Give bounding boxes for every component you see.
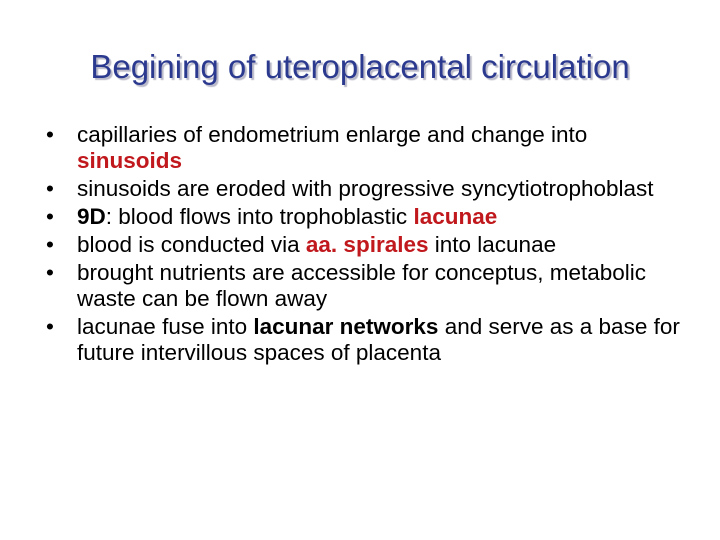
bullet-item (46, 176, 696, 202)
text-segment: lacunae fuse into (77, 314, 254, 339)
highlighted-term: sinusoids (77, 148, 183, 173)
bullet-text (77, 204, 497, 229)
text-segment: brought nutrients are accessible for conceptus, metabolic waste can be flown away (77, 260, 647, 311)
text-segment: and serve as a base for future intervillous spaces of placenta (77, 314, 680, 365)
bullet-list (46, 122, 696, 368)
bold-term: 9D (77, 204, 106, 229)
bullet-icon: • (46, 232, 54, 257)
slide-title: Begining of uteroplacental circulation (90, 48, 630, 85)
text-segment: : blood flows into trophoblastic (105, 204, 414, 229)
bullet-icon: • (46, 260, 54, 285)
bullet-text (77, 232, 556, 257)
highlighted-term: lacunae (413, 204, 498, 229)
highlighted-term: aa. spirales (305, 232, 429, 257)
bullet-item (46, 122, 696, 174)
bullet-item (46, 232, 696, 258)
bullet-text (77, 176, 654, 201)
bullet-item (46, 260, 696, 312)
text-segment: into lacunae (428, 232, 557, 257)
text-segment: capillaries of endometrium enlarge and change into (77, 122, 588, 147)
bold-term: lacunar networks (253, 314, 439, 339)
text-segment: sinusoids are eroded with progressive syncytiotrophoblast (77, 176, 654, 201)
bullet-text (77, 314, 680, 365)
bullet-icon: • (46, 314, 54, 339)
bullet-text (77, 122, 587, 173)
bullet-item (46, 314, 696, 366)
bullet-icon: • (46, 122, 54, 147)
bullet-icon: • (46, 204, 54, 229)
bullet-icon: • (46, 176, 54, 201)
bullet-text (77, 260, 646, 311)
bullet-item (46, 204, 696, 230)
text-segment: blood is conducted via (77, 232, 306, 257)
